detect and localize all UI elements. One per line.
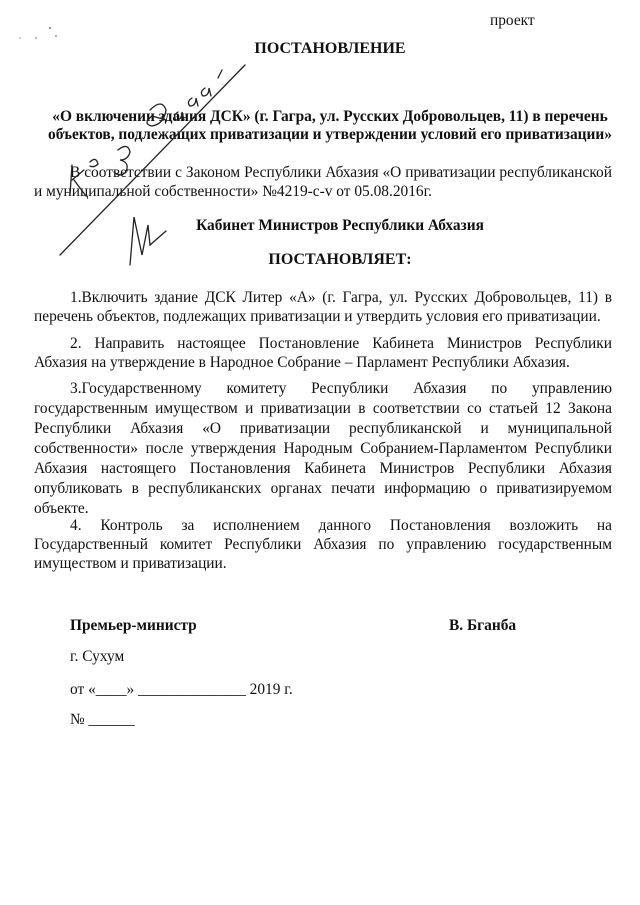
authority: Кабинет Министров Республики Абхазия (196, 217, 484, 234)
document-subtitle: «О включении здания ДСК» (г. Гагра, ул. Русских Добровольцев, 11) в перечень объектов, подлежащих приватизации и утверждении условий его приватизации» (48, 108, 612, 143)
document-title: ПОСТАНОВЛЕНИЕ (254, 40, 406, 57)
item-4: 4. Контроль за исполнением данного Постановления возложить на Государственный комитет Республики Абхазия по управлению государственным имуществом и приватизации. (34, 517, 612, 572)
resolves-heading: ПОСТАНОВЛЯЕТ: (268, 251, 412, 268)
number-line: № ______ (70, 711, 135, 728)
city: г. Сухум (70, 648, 125, 665)
item-1: 1.Включить здание ДСК Литер «А» (г. Гагра, ул. Русских Добровольцев, 11) в перечень объектов, подлежащих приватизации и утвердить условия его приватизации. (34, 289, 612, 325)
item-2: 2. Направить настоящее Постановление Кабинета Министров Республики Абхазия на утверждение в Народное Собрание – Парламент Республики Абхазия. (34, 335, 612, 371)
item-3: 3.Государственному комитету Республики Абхазия по управлению государственным имуществом и приватизации в соответствии со статьей 12 Закона Республики Абхазия «О приватизации республиканской и муниципальной собственности» после утверждения Народным Собранием-Парламентом Республики Абхазия настоящего Постановления Кабинета Министров Республики Абхазия опубликовать в республиканских органах печати информацию о приватизируемом объекте. (34, 380, 612, 517)
preamble: В соответствии с Законом Республики Абхазия «О приватизации республиканской и муниципальной собственности» №4219-с-v от 05.08.2016г. (34, 164, 612, 200)
signatory-position: Премьер-министр (70, 617, 197, 634)
date-line: от «____» ______________ 2019 г. (70, 681, 293, 698)
signatory-name: В. Бганба (449, 617, 517, 634)
draft-label: проект (490, 12, 535, 29)
